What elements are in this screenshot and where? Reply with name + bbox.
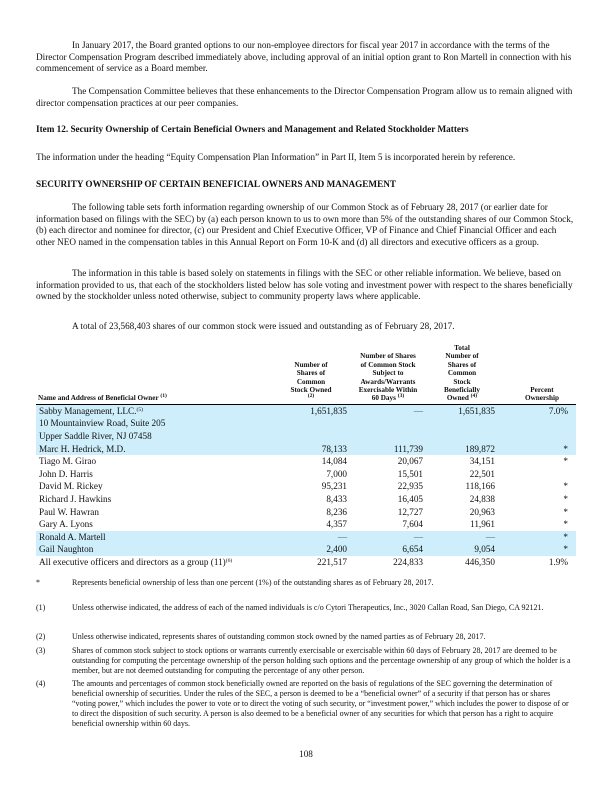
total-owned: —	[426, 531, 498, 544]
beneficial-ownership-table	[36, 344, 576, 569]
shares-outstanding-paragraph: A total of 23,568,403 shares of our common stock were issued and outstanding as of February 28, 2017.	[72, 321, 455, 331]
total-owned: 11,961	[470, 519, 495, 530]
owner-name: John D. Harris	[39, 468, 93, 479]
footnote-2	[36, 632, 576, 642]
table-row	[36, 468, 576, 481]
footnote-1	[36, 603, 576, 613]
total-owned	[426, 417, 498, 430]
shares-owned: 221,517	[317, 556, 347, 567]
shares-owned	[272, 430, 350, 443]
section-paragraph-1: The following table sets forth information regarding ownership of our Common Stock as of February 28, 2017 (or earlier date for information based on filings with the SEC) by (a) each person known to us to own more than 5% of the outstanding shares of our Common Stock, (b) each director and nominee for director, (c) our President and Chief Executive Officer, VP of Finance and Chief Financial Officer and each other NEO named in the compensation tables in this Annual Report on Form 10-K and (d) all directors and executive officers as a group.	[36, 202, 574, 247]
awards-warrants: 12,727	[397, 506, 423, 517]
footnote-text: Represents beneficial ownership of less than one percent (1%) of the outstanding shares as of February 28, 2017.	[72, 578, 434, 587]
shares-owned: 8,433	[326, 494, 347, 504]
owner-name: Gary A. Lyons	[39, 519, 93, 530]
owner-name: David M. Rickey	[39, 481, 103, 492]
percent-ownership: 1.9%	[548, 556, 568, 567]
percent-ownership: *	[563, 456, 568, 467]
header-total-beneficially-owned: Total Number of Shares of Common Stock Beneficially Owned $^{(4)}$	[426, 344, 498, 404]
shares-owned: —	[272, 531, 350, 544]
awards-warrants: —	[350, 531, 426, 544]
table-row	[36, 417, 576, 430]
footnote-mark: *	[36, 578, 40, 587]
awards-warrants	[350, 417, 426, 430]
awards-warrants: 224,833	[393, 556, 423, 567]
percent-ownership: *	[563, 506, 568, 517]
awards-warrants: 7,604	[402, 519, 423, 530]
total-owned: 446,350	[465, 556, 495, 567]
awards-warrants: 6,654	[350, 543, 426, 556]
intro-paragraph-2: The Compensation Committee believes that these enhancements to the Director Compensation Program allow us to remain aligned with director compensation practices at our peer companies.	[36, 86, 573, 108]
footnote-mark: (4)	[36, 679, 46, 688]
shares-owned: 78,133	[272, 443, 350, 456]
owner-name: Marc H. Hedrick, M.D.	[36, 443, 272, 456]
table-row	[36, 518, 576, 531]
percent-ownership: *	[563, 481, 568, 492]
awards-warrants	[350, 430, 426, 443]
footnote-text: Unless otherwise indicated, represents shares of outstanding common stock owned by the named parties as of February 28, 2017.	[72, 632, 486, 641]
total-owned: 1,651,835	[426, 404, 498, 417]
header-percent-ownership: Percent Ownership	[498, 344, 576, 404]
percent-ownership: *	[498, 443, 576, 456]
percent-ownership: *	[498, 531, 576, 544]
header-awards-warrants: Number of Shares of Common Stock Subject to Awards/Warrants Exercisable Within 60 Days $^{(3)}$	[350, 344, 426, 404]
intro-paragraph-1: In January 2017, the Board granted options to our non-employee directors for fiscal year 2017 in accordance with the terms of the Director Compensation Program described immediately above, including approval of an initial option grant to Ron Martell in connection with his commencement of service as a Board member.	[36, 40, 572, 74]
header-shares-owned: Number of Shares of Common Stock Owned $^{(2)}$	[272, 344, 350, 404]
item12-heading: Item 12. Security Ownership of Certain Beneficial Owners and Management and Related Stockholder Matters	[36, 124, 469, 134]
total-owned: 22,501	[469, 468, 495, 479]
percent-ownership: *	[563, 494, 568, 504]
table-row	[36, 543, 576, 556]
owner-name: Tiago M. Girao	[39, 456, 97, 467]
section-paragraph-2: The information in this table is based solely on statements in filings with the SEC or other reliable information. We believe, based on information provided to us, that each of the stockholders listed below has sole voting and investment power with respect to the shares beneficially owned by the stockholder unless noted otherwise, subject to community property laws where applicable.	[36, 268, 573, 302]
awards-warrants: 15,501	[397, 468, 423, 479]
table-row	[36, 430, 576, 443]
table-header-row	[36, 344, 576, 404]
footnote-3	[36, 646, 576, 676]
item12-paragraph: The information under the heading “Equity Compensation Plan Information” in Part II, Item 5 is incorporated herein by reference.	[36, 152, 516, 162]
table-row	[36, 404, 576, 417]
owner-name: Richard J. Hawkins	[39, 494, 112, 504]
table-row	[36, 506, 576, 519]
shares-owned	[272, 417, 350, 430]
owner-name: Ronald A. Martell	[36, 531, 272, 544]
total-owned: 9,054	[426, 543, 498, 556]
awards-warrants: —	[350, 404, 426, 417]
awards-warrants: 16,405	[397, 494, 423, 504]
footnote-mark: (2)	[36, 632, 46, 641]
total-owned: 34,151	[469, 456, 495, 467]
footnote-text: Unless otherwise indicated, the address of each of the named individuals is c/o Cytori Therapeutics, Inc., 3020 Callan Road, San Diego, CA 92121.	[72, 603, 544, 612]
page-number: 108	[299, 749, 313, 759]
total-owned: 24,838	[469, 494, 495, 504]
shares-owned: 4,357	[326, 519, 347, 530]
owner-name: All executive officers and directors as a group $(11)^{(6)}$	[39, 556, 233, 567]
owner-name: Gail Naughton	[36, 543, 272, 556]
shares-owned: 95,231	[321, 481, 347, 492]
owner-address-line: 10 Mountainview Road, Suite 205	[36, 417, 272, 430]
percent-ownership: *	[498, 543, 576, 556]
footnote-mark: (1)	[36, 603, 46, 612]
total-owned: 20,963	[469, 506, 495, 517]
shares-owned: 7,000	[326, 468, 347, 479]
total-owned: 189,872	[426, 443, 498, 456]
footnote-mark: (3)	[36, 646, 46, 655]
table-row	[36, 531, 576, 544]
awards-warrants: 111,739	[350, 443, 426, 456]
total-owned	[426, 430, 498, 443]
percent-ownership: *	[563, 519, 568, 530]
table-row	[36, 480, 576, 493]
shares-owned: 1,651,835	[272, 404, 350, 417]
owner-name: Paul W. Hawran	[39, 506, 99, 517]
footnote-4	[36, 679, 576, 729]
owner-address-line: Upper Saddle River, NJ 07458	[36, 430, 272, 443]
awards-warrants: 20,067	[397, 456, 423, 467]
percent-ownership	[498, 430, 576, 443]
table-row	[36, 493, 576, 506]
footnote-text: The amounts and percentages of common stock beneficially owned are reported on the basis of regulations of the SEC governing the determination of beneficial ownership of securities. Under the rules of the SEC, a person is deemed to be a “beneficial owner” of a security if that person has or shares “voting power,” which includes the power to vote or to direct the voting of such security, or “investment power,” which includes the power to dispose of or to direct the disposition of such security. A person is also deemed to be a beneficial owner of any securities for which that person has a right to acquire beneficial ownership within 60 days.	[72, 679, 569, 728]
footnote-asterisk	[36, 578, 576, 588]
percent-ownership	[498, 468, 576, 481]
total-owned: 118,166	[465, 481, 495, 492]
footnote-text: Shares of common stock subject to stock options or warrants currently exercisable or exercisable within 60 days of February 28, 2017 are deemed to be outstanding for computing the percentage ownership of the person holding such options and the percentage ownership of any group of which the holder is a member, but are not deemed outstanding for computing the percentage of any other person.	[72, 646, 571, 675]
table-row	[36, 556, 576, 569]
header-name-address: Name and Address of Beneficial Owner $^{(1)}$	[36, 344, 272, 404]
shares-owned: 14,084	[321, 456, 347, 467]
table-row	[36, 455, 576, 468]
owner-name: Sabby Management, LLC.$^{(5)}$	[36, 404, 272, 417]
section-heading: SECURITY OWNERSHIP OF CERTAIN BENEFICIAL OWNERS AND MANAGEMENT	[36, 179, 396, 189]
awards-warrants: 22,935	[397, 481, 423, 492]
percent-ownership	[498, 417, 576, 430]
percent-ownership: 7.0%	[498, 404, 576, 417]
shares-owned: 2,400	[272, 543, 350, 556]
table-row	[36, 443, 576, 456]
shares-owned: 8,236	[326, 506, 347, 517]
